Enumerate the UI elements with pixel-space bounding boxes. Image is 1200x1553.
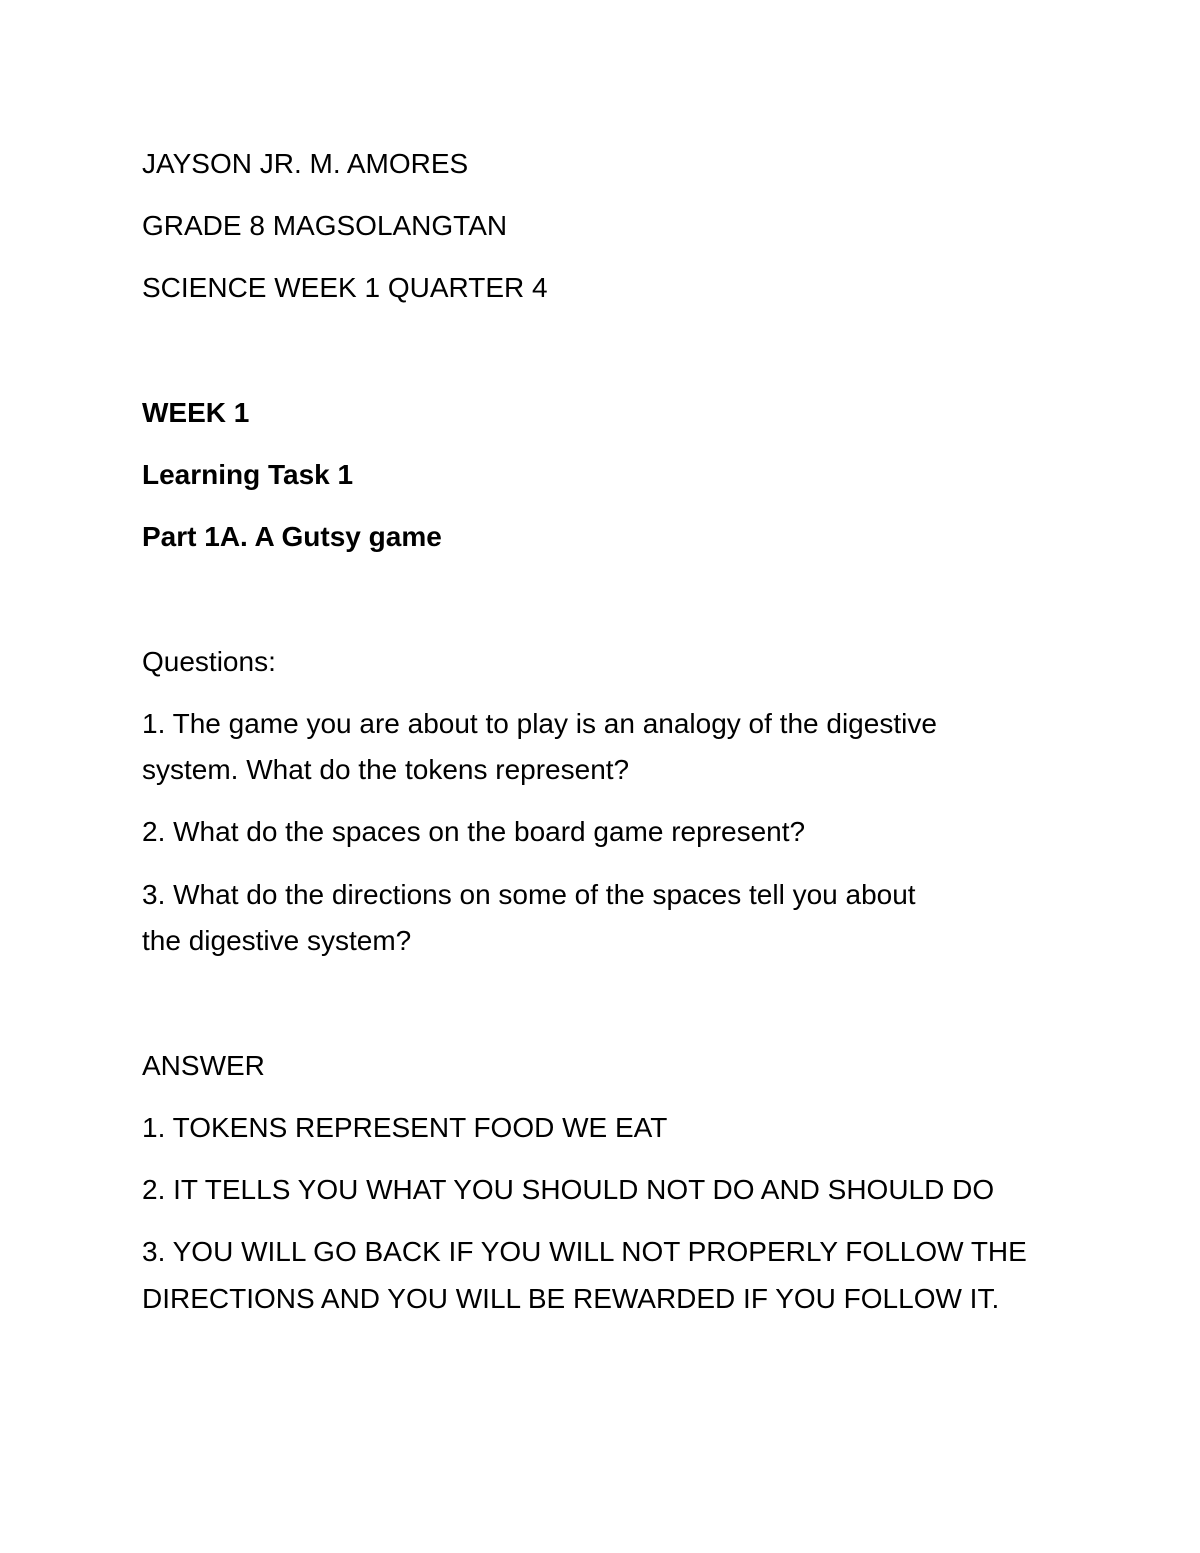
question-1-line-1: 1. The game you are about to play is an analogy of the digestive	[142, 708, 937, 739]
answer-3-line-2: DIRECTIONS AND YOU WILL BE REWARDED IF YOU FOLLOW IT.	[142, 1283, 1000, 1314]
answer-label: ANSWER	[142, 1050, 265, 1081]
answer-2: 2. IT TELLS YOU WHAT YOU SHOULD NOT DO AND SHOULD DO	[142, 1174, 995, 1205]
question-2: 2. What do the spaces on the board game represent?	[142, 816, 806, 847]
grade-section: GRADE 8 MAGSOLANGTAN	[142, 210, 508, 241]
question-3-line-2: the digestive system?	[142, 925, 412, 956]
week-heading: WEEK 1	[142, 397, 250, 428]
question-1-line-2: system. What do the tokens represent?	[142, 754, 630, 785]
student-name: JAYSON JR. M. AMORES	[142, 148, 469, 179]
subject-line: SCIENCE WEEK 1 QUARTER 4	[142, 272, 548, 303]
part-heading: Part 1A. A Gutsy game	[142, 521, 442, 552]
answer-1: 1. TOKENS REPRESENT FOOD WE EAT	[142, 1112, 668, 1143]
task-heading: Learning Task 1	[142, 459, 354, 490]
questions-label: Questions:	[142, 646, 276, 677]
answer-3-line-1: 3. YOU WILL GO BACK IF YOU WILL NOT PROPERLY FOLLOW THE	[142, 1236, 1027, 1267]
question-3-line-1: 3. What do the directions on some of the spaces tell you about	[142, 879, 916, 910]
